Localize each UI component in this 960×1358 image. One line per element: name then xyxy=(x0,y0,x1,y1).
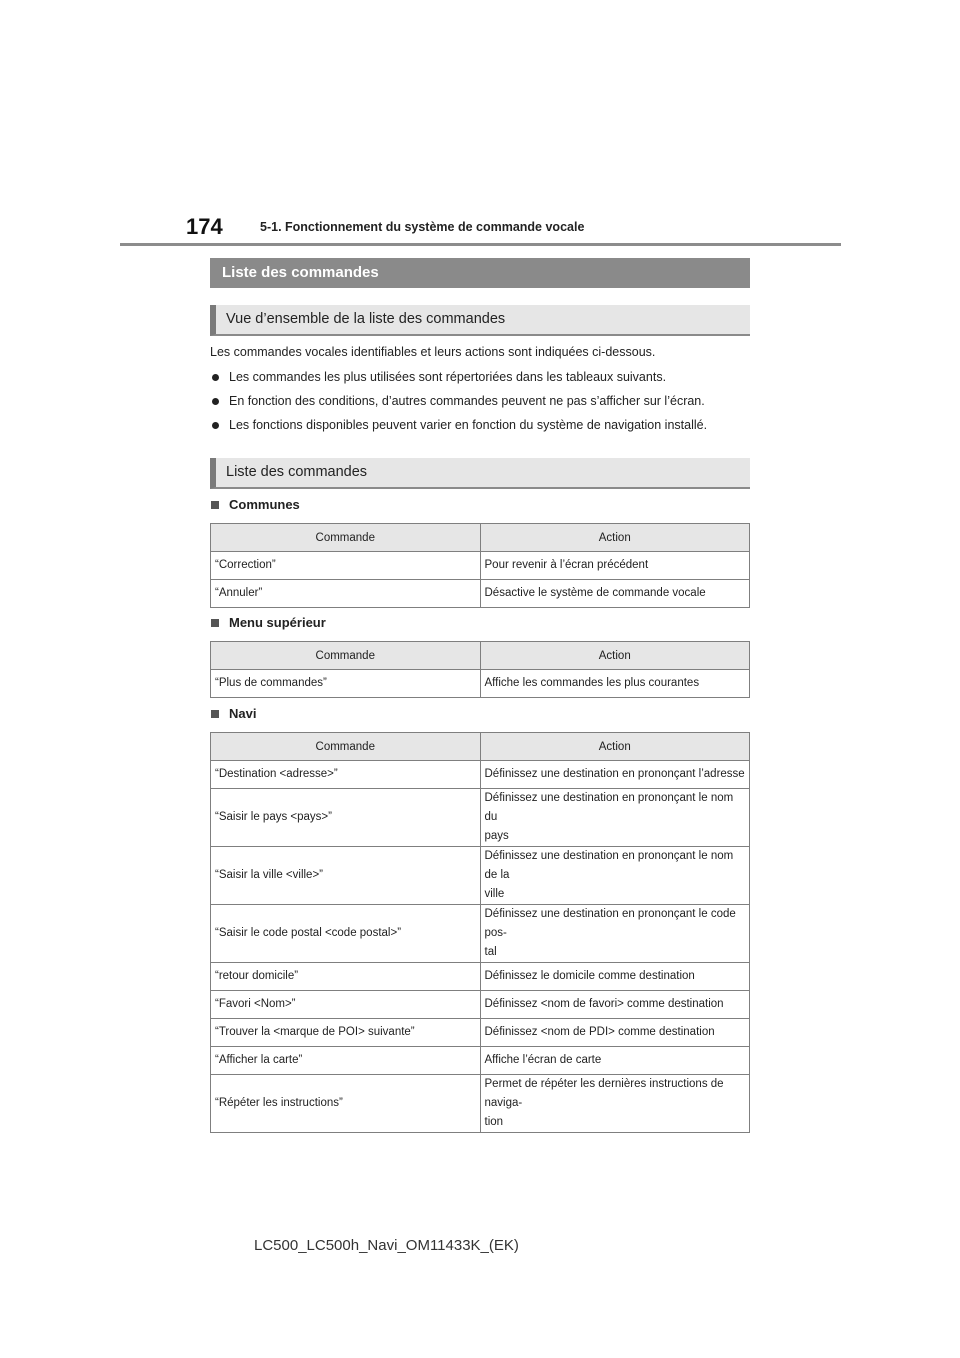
command-cell: “Favori <Nom>” xyxy=(211,991,481,1019)
action-line: Définissez une destination en prononçant le code pos- xyxy=(484,908,736,939)
command-cell: “Saisir le code postal <code postal>” xyxy=(211,905,481,963)
commands-table-navi xyxy=(210,732,750,1133)
action-line: Définissez le domicile comme destination xyxy=(484,970,695,982)
square-bullet-icon xyxy=(211,619,219,627)
table-header-row xyxy=(211,524,750,552)
command-cell: “Plus de commandes” xyxy=(211,670,481,698)
action-line: Définissez une destination en prononçant l’adresse xyxy=(484,768,745,780)
column-header-command: Commande xyxy=(211,642,481,670)
action-cell xyxy=(480,847,750,905)
action-cell xyxy=(480,991,750,1019)
bullet-text: Les commandes les plus utilisées sont répertoriées dans les tableaux suivants. xyxy=(229,370,667,384)
action-cell: Désactive le système de commande vocale xyxy=(480,580,750,608)
column-header-action: Action xyxy=(480,733,750,761)
bullet-icon xyxy=(212,374,219,381)
bullet-text: En fonction des conditions, d’autres commandes peuvent ne pas s’afficher sur l’écran. xyxy=(229,394,705,408)
command-cell: “retour domicile” xyxy=(211,963,481,991)
command-cell: “Saisir le pays <pays>” xyxy=(211,789,481,847)
bullet-icon xyxy=(212,422,219,429)
action-line: tal xyxy=(484,946,497,958)
command-cell: “Saisir la ville <ville>” xyxy=(211,847,481,905)
action-line: ville xyxy=(484,888,505,900)
table-row xyxy=(211,905,750,963)
list-item xyxy=(212,393,707,417)
action-line: Définissez une destination en prononçant le nom du xyxy=(484,792,734,823)
table-row xyxy=(211,847,750,905)
action-line: Permet de répéter les dernières instructions de naviga- xyxy=(484,1078,724,1109)
command-cell: “Afficher la carte” xyxy=(211,1047,481,1075)
list-item xyxy=(212,369,707,393)
square-bullet-icon xyxy=(211,710,219,718)
command-cell: “Répéter les instructions” xyxy=(211,1075,481,1133)
page-number: 174 xyxy=(186,214,223,239)
table-row xyxy=(211,670,750,698)
action-cell xyxy=(480,963,750,991)
column-header-command: Commande xyxy=(211,733,481,761)
group-heading-communes xyxy=(211,497,300,512)
group-title: Menu supérieur xyxy=(229,615,326,630)
command-cell: “Trouver la <marque de POI> suivante” xyxy=(211,1019,481,1047)
action-cell xyxy=(480,1075,750,1133)
bullet-list xyxy=(212,369,707,441)
command-cell: “Destination <adresse>” xyxy=(211,761,481,789)
command-cell: “Annuler” xyxy=(211,580,481,608)
table-header-row xyxy=(211,642,750,670)
action-cell xyxy=(480,1019,750,1047)
table-row xyxy=(211,1075,750,1133)
action-cell xyxy=(480,1047,750,1075)
table-row xyxy=(211,580,750,608)
action-line: Affiche l’écran de carte xyxy=(484,1054,602,1066)
action-line: tion xyxy=(484,1116,504,1128)
table-row xyxy=(211,1047,750,1075)
table-row xyxy=(211,552,750,580)
header-rule xyxy=(120,243,841,246)
action-cell: Affiche les commandes les plus courantes xyxy=(480,670,750,698)
column-header-action: Action xyxy=(480,524,750,552)
group-title: Communes xyxy=(229,497,300,512)
table-row xyxy=(211,789,750,847)
group-title: Navi xyxy=(229,706,257,721)
main-heading: Liste des commandes xyxy=(210,258,750,288)
bullet-icon xyxy=(212,398,219,405)
commands-table-menu xyxy=(210,641,750,698)
square-bullet-icon xyxy=(211,501,219,509)
table-header-row xyxy=(211,733,750,761)
table-row xyxy=(211,963,750,991)
group-heading-navi xyxy=(211,706,256,721)
action-line: Définissez <nom de favori> comme destination xyxy=(484,998,724,1010)
list-heading: Liste des commandes xyxy=(210,458,750,489)
table-row xyxy=(211,1019,750,1047)
command-cell: “Correction” xyxy=(211,552,481,580)
action-line: Définissez <nom de PDI> comme destination xyxy=(484,1026,715,1038)
intro-text: Les commandes vocales identifiables et leurs actions sont indiquées ci-dessous. xyxy=(210,345,656,359)
section-reference: 5-1. Fonctionnement du système de commande vocale xyxy=(260,220,585,234)
document-code: LC500_LC500h_Navi_OM11433K_(EK) xyxy=(254,1237,519,1254)
action-line: Définissez une destination en prononçant le nom de la xyxy=(484,850,734,881)
action-cell xyxy=(480,905,750,963)
action-line: pays xyxy=(484,830,509,842)
table-row xyxy=(211,991,750,1019)
list-item xyxy=(212,417,707,441)
bullet-text: Les fonctions disponibles peuvent varier en fonction du système de navigation installé. xyxy=(229,418,708,432)
action-cell xyxy=(480,761,750,789)
action-cell xyxy=(480,789,750,847)
overview-heading: Vue d’ensemble de la liste des commandes xyxy=(210,305,750,336)
column-header-command: Commande xyxy=(211,524,481,552)
action-cell: Pour revenir à l’écran précédent xyxy=(480,552,750,580)
table-row xyxy=(211,761,750,789)
group-heading-menu xyxy=(211,615,326,630)
commands-table-communes xyxy=(210,523,750,608)
column-header-action: Action xyxy=(480,642,750,670)
